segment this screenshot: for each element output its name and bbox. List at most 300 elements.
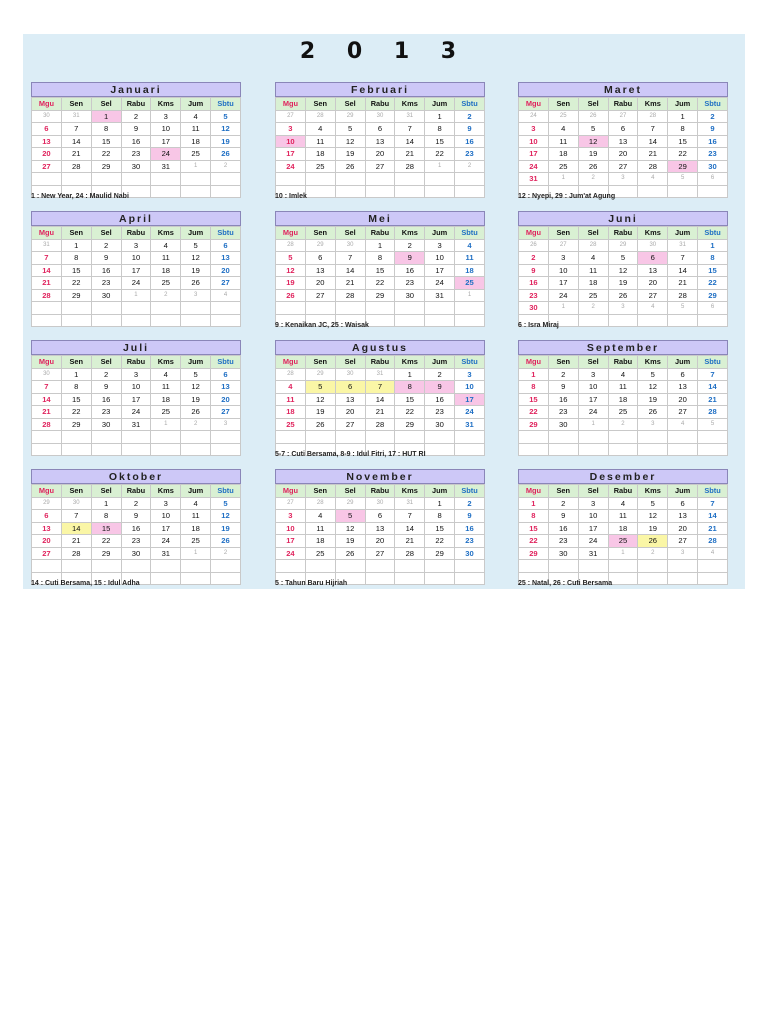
weekday-header: Sbtu xyxy=(698,356,728,369)
day-cell: 16 xyxy=(698,135,728,148)
day-cell-other-month: 1 xyxy=(425,160,455,173)
day-cell: 13 xyxy=(211,252,241,265)
day-cell: 17 xyxy=(276,535,306,548)
empty-cell xyxy=(305,173,335,186)
weekday-header: Mgu xyxy=(32,227,62,240)
weekday-header: Sbtu xyxy=(698,227,728,240)
day-cell: 22 xyxy=(668,148,698,161)
month-februari xyxy=(275,82,485,198)
calendar-sheet xyxy=(23,34,745,589)
day-cell: 16 xyxy=(548,393,578,406)
day-cell: 6 xyxy=(335,381,365,394)
weekday-header: Sen xyxy=(61,356,91,369)
day-cell: 11 xyxy=(608,510,638,523)
day-cell: 5 xyxy=(608,252,638,265)
day-cell: 3 xyxy=(578,497,608,510)
day-cell: 4 xyxy=(578,252,608,265)
day-cell: 22 xyxy=(395,406,425,419)
empty-cell xyxy=(32,560,62,573)
day-cell: 12 xyxy=(638,381,668,394)
empty-cell xyxy=(578,443,608,456)
weekday-header: Sel xyxy=(578,485,608,498)
day-cell: 2 xyxy=(395,239,425,252)
day-cell: 1 xyxy=(668,110,698,123)
day-cell: 20 xyxy=(211,264,241,277)
day-cell-other-month: 5 xyxy=(668,173,698,186)
day-cell: 22 xyxy=(519,406,549,419)
day-cell: 12 xyxy=(578,135,608,148)
day-cell: 13 xyxy=(365,135,395,148)
day-cell: 30 xyxy=(121,160,151,173)
day-cell-other-month: 25 xyxy=(548,110,578,123)
day-cell-other-month: 1 xyxy=(151,418,181,431)
day-cell: 22 xyxy=(698,277,728,290)
day-cell: 7 xyxy=(668,252,698,265)
weekday-header: Sen xyxy=(61,227,91,240)
empty-cell xyxy=(151,302,181,315)
empty-cell xyxy=(276,431,306,444)
empty-cell xyxy=(608,431,638,444)
empty-cell xyxy=(548,443,578,456)
empty-cell xyxy=(276,173,306,186)
day-cell-other-month: 27 xyxy=(548,239,578,252)
day-cell: 3 xyxy=(276,510,306,523)
empty-cell xyxy=(121,173,151,186)
empty-cell xyxy=(91,560,121,573)
day-cell: 13 xyxy=(305,264,335,277)
weekday-header: Mgu xyxy=(32,98,62,111)
day-cell: 18 xyxy=(305,148,335,161)
day-cell-other-month: 3 xyxy=(608,173,638,186)
day-cell: 5 xyxy=(211,110,241,123)
day-cell: 24 xyxy=(151,535,181,548)
day-cell: 13 xyxy=(668,510,698,523)
month-grid xyxy=(275,226,485,327)
weekday-header: Sel xyxy=(91,227,121,240)
day-cell: 3 xyxy=(548,252,578,265)
day-cell: 11 xyxy=(181,510,211,523)
day-cell: 10 xyxy=(425,252,455,265)
day-cell: 5 xyxy=(181,368,211,381)
weekday-header: Kms xyxy=(638,227,668,240)
weekday-header: Rabu xyxy=(365,485,395,498)
day-cell: 10 xyxy=(276,522,306,535)
day-cell: 19 xyxy=(638,393,668,406)
day-cell: 9 xyxy=(519,264,549,277)
day-cell: 24 xyxy=(121,406,151,419)
day-cell: 9 xyxy=(395,252,425,265)
day-cell-other-month: 30 xyxy=(638,239,668,252)
weekday-header: Mgu xyxy=(519,485,549,498)
day-cell: 17 xyxy=(519,148,549,161)
day-cell-other-month: 4 xyxy=(211,289,241,302)
day-cell: 9 xyxy=(455,123,485,136)
weekday-header: Jum xyxy=(425,98,455,111)
day-cell: 12 xyxy=(181,381,211,394)
day-cell: 4 xyxy=(151,239,181,252)
day-cell: 26 xyxy=(211,535,241,548)
year-title: 2 0 1 3 xyxy=(299,39,469,64)
weekday-header: Sel xyxy=(335,98,365,111)
weekday-header: Mgu xyxy=(519,227,549,240)
day-cell: 27 xyxy=(638,289,668,302)
day-cell-other-month: 29 xyxy=(608,239,638,252)
weekday-header: Mgu xyxy=(32,485,62,498)
empty-cell xyxy=(395,431,425,444)
day-cell: 10 xyxy=(455,381,485,394)
day-cell: 7 xyxy=(698,368,728,381)
day-cell: 19 xyxy=(305,406,335,419)
day-cell: 2 xyxy=(698,110,728,123)
day-cell: 21 xyxy=(638,148,668,161)
empty-cell xyxy=(578,560,608,573)
day-cell: 14 xyxy=(365,393,395,406)
day-cell: 17 xyxy=(151,522,181,535)
empty-cell xyxy=(365,431,395,444)
month-grid xyxy=(518,355,728,456)
day-cell: 5 xyxy=(638,368,668,381)
weekday-header: Rabu xyxy=(608,485,638,498)
day-cell: 25 xyxy=(455,277,485,290)
empty-cell xyxy=(151,431,181,444)
day-cell: 17 xyxy=(548,277,578,290)
month-grid xyxy=(31,97,241,198)
holiday-note: 6 : Isra Miraj xyxy=(518,322,559,329)
day-cell: 27 xyxy=(365,547,395,560)
weekday-header: Sel xyxy=(91,98,121,111)
empty-cell xyxy=(211,314,241,327)
day-cell-other-month: 2 xyxy=(151,289,181,302)
day-cell-other-month: 2 xyxy=(455,160,485,173)
weekday-header: Kms xyxy=(638,356,668,369)
day-cell: 21 xyxy=(365,406,395,419)
empty-cell xyxy=(61,173,91,186)
day-cell: 15 xyxy=(519,393,549,406)
day-cell: 15 xyxy=(395,393,425,406)
day-cell: 16 xyxy=(121,135,151,148)
day-cell: 9 xyxy=(548,510,578,523)
empty-cell xyxy=(61,302,91,315)
month-title: Agustus xyxy=(275,340,485,355)
day-cell: 25 xyxy=(151,406,181,419)
weekday-header: Kms xyxy=(151,356,181,369)
day-cell: 29 xyxy=(425,547,455,560)
empty-cell xyxy=(121,431,151,444)
day-cell: 11 xyxy=(151,381,181,394)
day-cell: 31 xyxy=(121,418,151,431)
day-cell-other-month: 31 xyxy=(395,497,425,510)
day-cell: 5 xyxy=(335,123,365,136)
day-cell: 27 xyxy=(305,289,335,302)
day-cell: 25 xyxy=(608,535,638,548)
day-cell: 15 xyxy=(425,522,455,535)
day-cell: 4 xyxy=(608,368,638,381)
day-cell: 29 xyxy=(698,289,728,302)
day-cell: 26 xyxy=(638,406,668,419)
day-cell-other-month: 31 xyxy=(365,368,395,381)
holiday-note: 5 : Tahun Baru Hijriah xyxy=(275,580,348,587)
empty-cell xyxy=(32,314,62,327)
day-cell: 30 xyxy=(395,289,425,302)
empty-cell xyxy=(181,314,211,327)
day-cell: 7 xyxy=(335,252,365,265)
day-cell: 23 xyxy=(121,535,151,548)
weekday-header: Kms xyxy=(151,98,181,111)
weekday-header: Kms xyxy=(638,98,668,111)
day-cell-other-month: 6 xyxy=(698,302,728,315)
day-cell: 29 xyxy=(91,547,121,560)
day-cell: 28 xyxy=(395,547,425,560)
day-cell: 25 xyxy=(151,277,181,290)
day-cell: 7 xyxy=(365,381,395,394)
day-cell-other-month: 26 xyxy=(519,239,549,252)
month-april xyxy=(31,211,241,327)
month-title: Oktober xyxy=(31,469,241,484)
day-cell-other-month: 28 xyxy=(578,239,608,252)
day-cell: 2 xyxy=(91,368,121,381)
empty-cell xyxy=(519,443,549,456)
empty-cell xyxy=(519,431,549,444)
day-cell: 18 xyxy=(455,264,485,277)
day-cell: 1 xyxy=(698,239,728,252)
day-cell: 6 xyxy=(305,252,335,265)
empty-cell xyxy=(335,560,365,573)
month-september xyxy=(518,340,728,456)
day-cell-other-month: 5 xyxy=(698,418,728,431)
empty-cell xyxy=(305,431,335,444)
day-cell: 21 xyxy=(395,148,425,161)
day-cell: 23 xyxy=(121,148,151,161)
weekday-header: Sen xyxy=(548,356,578,369)
month-grid xyxy=(275,355,485,456)
day-cell-other-month: 3 xyxy=(211,418,241,431)
day-cell: 10 xyxy=(276,135,306,148)
day-cell: 23 xyxy=(455,148,485,161)
empty-cell xyxy=(181,173,211,186)
day-cell: 21 xyxy=(395,535,425,548)
day-cell: 25 xyxy=(578,289,608,302)
weekday-header: Sbtu xyxy=(698,98,728,111)
empty-cell xyxy=(638,560,668,573)
day-cell: 19 xyxy=(211,135,241,148)
day-cell: 6 xyxy=(668,497,698,510)
empty-cell xyxy=(668,560,698,573)
month-maret xyxy=(518,82,728,198)
day-cell: 2 xyxy=(425,368,455,381)
day-cell: 8 xyxy=(519,381,549,394)
weekday-header: Jum xyxy=(425,356,455,369)
day-cell: 7 xyxy=(698,497,728,510)
day-cell: 30 xyxy=(698,160,728,173)
holiday-note: 12 : Nyepi, 29 : Jum'at Agung xyxy=(518,193,616,200)
day-cell: 30 xyxy=(121,547,151,560)
day-cell: 28 xyxy=(61,160,91,173)
day-cell: 7 xyxy=(32,381,62,394)
weekday-header: Mgu xyxy=(276,227,306,240)
day-cell: 24 xyxy=(519,160,549,173)
day-cell: 8 xyxy=(91,123,121,136)
weekday-header: Sbtu xyxy=(211,227,241,240)
month-title: April xyxy=(31,211,241,226)
empty-cell xyxy=(335,302,365,315)
day-cell: 3 xyxy=(425,239,455,252)
empty-cell xyxy=(91,443,121,456)
day-cell: 27 xyxy=(211,277,241,290)
day-cell: 29 xyxy=(91,160,121,173)
day-cell: 17 xyxy=(578,522,608,535)
month-grid xyxy=(275,97,485,198)
month-grid xyxy=(31,355,241,456)
month-grid xyxy=(31,484,241,585)
day-cell-other-month: 1 xyxy=(121,289,151,302)
month-title: September xyxy=(518,340,728,355)
day-cell: 26 xyxy=(638,535,668,548)
day-cell: 22 xyxy=(61,406,91,419)
day-cell: 12 xyxy=(638,510,668,523)
day-cell-other-month: 27 xyxy=(608,110,638,123)
day-cell: 13 xyxy=(608,135,638,148)
day-cell: 12 xyxy=(276,264,306,277)
day-cell: 16 xyxy=(91,264,121,277)
day-cell: 15 xyxy=(668,135,698,148)
empty-cell xyxy=(548,431,578,444)
day-cell: 14 xyxy=(32,264,62,277)
weekday-header: Kms xyxy=(638,485,668,498)
empty-cell xyxy=(61,560,91,573)
day-cell: 13 xyxy=(32,135,62,148)
month-juni xyxy=(518,211,728,327)
day-cell: 31 xyxy=(455,418,485,431)
day-cell: 4 xyxy=(608,497,638,510)
day-cell: 5 xyxy=(211,497,241,510)
day-cell-other-month: 2 xyxy=(638,547,668,560)
day-cell: 16 xyxy=(519,277,549,290)
weekday-header: Kms xyxy=(151,485,181,498)
month-mei xyxy=(275,211,485,327)
day-cell: 25 xyxy=(276,418,306,431)
day-cell: 2 xyxy=(519,252,549,265)
day-cell: 7 xyxy=(395,510,425,523)
empty-cell xyxy=(181,431,211,444)
day-cell: 20 xyxy=(365,535,395,548)
day-cell: 10 xyxy=(151,123,181,136)
day-cell: 2 xyxy=(455,497,485,510)
day-cell: 2 xyxy=(91,239,121,252)
day-cell-other-month: 28 xyxy=(276,368,306,381)
day-cell: 28 xyxy=(365,418,395,431)
day-cell: 8 xyxy=(61,381,91,394)
day-cell: 13 xyxy=(335,393,365,406)
weekday-header: Jum xyxy=(181,227,211,240)
weekday-header: Rabu xyxy=(121,227,151,240)
empty-cell xyxy=(425,431,455,444)
day-cell: 13 xyxy=(638,264,668,277)
day-cell-other-month: 30 xyxy=(335,368,365,381)
day-cell: 26 xyxy=(335,547,365,560)
day-cell: 6 xyxy=(32,510,62,523)
day-cell: 1 xyxy=(425,497,455,510)
weekday-header: Sbtu xyxy=(211,98,241,111)
weekday-header: Kms xyxy=(395,356,425,369)
day-cell: 28 xyxy=(668,289,698,302)
weekday-header: Sen xyxy=(305,227,335,240)
empty-cell xyxy=(638,431,668,444)
empty-cell xyxy=(548,560,578,573)
day-cell: 13 xyxy=(365,522,395,535)
day-cell: 4 xyxy=(548,123,578,136)
day-cell: 4 xyxy=(181,497,211,510)
day-cell: 21 xyxy=(668,277,698,290)
day-cell: 6 xyxy=(32,123,62,136)
day-cell: 13 xyxy=(211,381,241,394)
day-cell-other-month: 1 xyxy=(548,173,578,186)
day-cell: 9 xyxy=(698,123,728,136)
day-cell: 21 xyxy=(32,406,62,419)
day-cell: 20 xyxy=(211,393,241,406)
day-cell-other-month: 2 xyxy=(181,418,211,431)
day-cell: 29 xyxy=(365,289,395,302)
day-cell: 23 xyxy=(548,406,578,419)
weekday-header: Jum xyxy=(668,356,698,369)
day-cell: 14 xyxy=(638,135,668,148)
day-cell: 22 xyxy=(425,535,455,548)
empty-cell xyxy=(151,443,181,456)
day-cell: 19 xyxy=(181,393,211,406)
empty-cell xyxy=(32,302,62,315)
weekday-header: Jum xyxy=(668,227,698,240)
day-cell-other-month: 30 xyxy=(365,497,395,510)
weekday-header: Sbtu xyxy=(698,485,728,498)
day-cell: 26 xyxy=(211,148,241,161)
day-cell: 22 xyxy=(91,148,121,161)
day-cell: 19 xyxy=(578,148,608,161)
day-cell: 23 xyxy=(395,277,425,290)
empty-cell xyxy=(305,560,335,573)
empty-cell xyxy=(425,173,455,186)
day-cell: 29 xyxy=(519,547,549,560)
day-cell-other-month: 1 xyxy=(181,547,211,560)
day-cell-other-month: 1 xyxy=(578,418,608,431)
day-cell: 28 xyxy=(638,160,668,173)
day-cell: 10 xyxy=(578,381,608,394)
day-cell: 16 xyxy=(91,393,121,406)
day-cell: 27 xyxy=(668,406,698,419)
empty-cell xyxy=(365,560,395,573)
day-cell: 5 xyxy=(335,510,365,523)
day-cell: 10 xyxy=(121,252,151,265)
weekday-header: Sbtu xyxy=(455,485,485,498)
empty-cell xyxy=(395,560,425,573)
weekday-header: Sen xyxy=(305,98,335,111)
weekday-header: Sbtu xyxy=(455,98,485,111)
day-cell: 26 xyxy=(276,289,306,302)
day-cell: 8 xyxy=(519,510,549,523)
weekday-header: Jum xyxy=(668,98,698,111)
weekday-header: Rabu xyxy=(365,227,395,240)
day-cell: 20 xyxy=(365,148,395,161)
day-cell-other-month: 28 xyxy=(305,110,335,123)
day-cell: 12 xyxy=(211,123,241,136)
day-cell: 9 xyxy=(455,510,485,523)
empty-cell xyxy=(121,314,151,327)
day-cell: 3 xyxy=(121,368,151,381)
day-cell: 1 xyxy=(61,368,91,381)
month-grid xyxy=(518,484,728,585)
day-cell: 28 xyxy=(698,535,728,548)
weekday-header: Sel xyxy=(335,485,365,498)
day-cell-other-month: 31 xyxy=(668,239,698,252)
day-cell: 9 xyxy=(91,381,121,394)
